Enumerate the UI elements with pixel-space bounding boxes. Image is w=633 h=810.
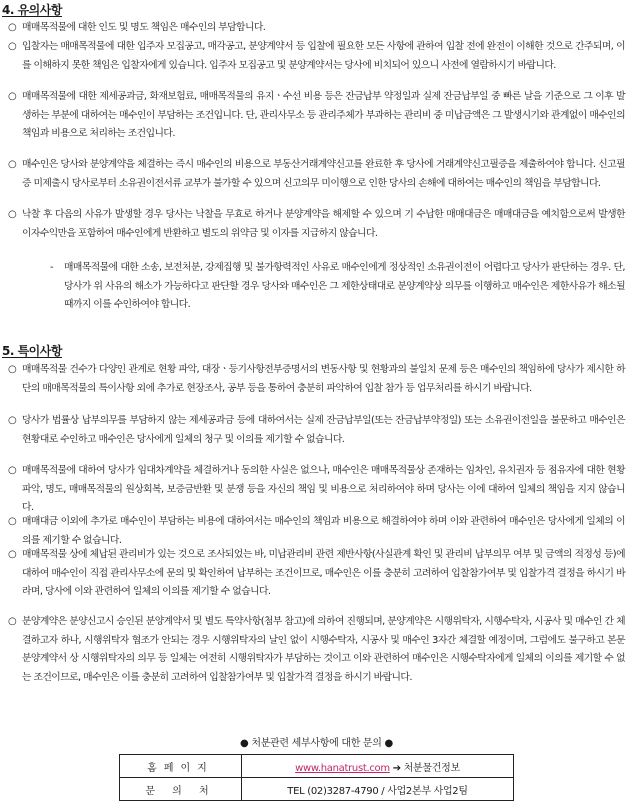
section-4-title: 4. 유의사항 <box>2 3 62 17</box>
contact-table <box>119 754 514 801</box>
bullet-icon: ○ <box>8 41 17 52</box>
section-5-item: ○ 매매목적물 상에 체납된 관리비가 있는 것으로 조사되었는 바, 미납관리비 관련 제반사항(사실관계 확인 및 관리비 납부의무 여부 및 금액의 적정성 등)에 대하여 매수인이 직접 관리사무소에 문의 및 확인하여 납부하는 조건이므로, 매수인은 이를 충분히 고려하여 입찰참가여부 및 입찰가격 결정을 하시기 바라며, 당사에 이와 관련하여 일체의 이의를 제기할 수 없습니다. <box>8 546 625 602</box>
bullet-icon: ○ <box>8 415 17 426</box>
homepage-value <box>242 755 514 778</box>
section-4-item: ○ 입찰자는 매매목적물에 대한 입주자 모집공고, 매각공고, 분양계약서 등 입찰에 필요한 모든 사항에 관하여 입찰 전에 완전이 이해한 것으로 간주되며, 이를 이해하지 못한 책임은 입찰자에게 있습니다. 입주자 모집공고 및 분양계약서는 당사에 비치되어 있으니 사전에 열람하시기 바랍니다. <box>8 38 625 75</box>
inquiry-label: 문 의 처 <box>120 778 242 801</box>
section-4-item: ○ 매매목적물에 대한 인도 및 명도 책임은 매수인의 부담합니다. <box>8 19 625 38</box>
bullet-icon: ○ <box>8 91 17 102</box>
section-5-item: ○ 당사가 법률상 납부의무를 부담하지 않는 제세공과금 등에 대하여서는 실제 잔금납부일(또는 잔금납부약정일) 또는 소유권이전일을 불문하고 매수인은 현황대로 수인하고 매수인은 당사에게 일체의 청구 및 이의를 제기할 수 없습니다. <box>8 412 625 449</box>
bullet-icon: ○ <box>8 209 17 220</box>
table-row <box>120 778 514 801</box>
homepage-label: 홈페이지 <box>120 755 242 778</box>
section-5-item: ○ 매매목적물 건수가 다양인 관계로 현황 파악, 대장ㆍ등기사항전부증명서의 변동사항 및 현황과의 불일치 문제 등은 매수인의 책임하에 당사가 제시한 하단의 매매목적물의 특이사항 외에 추가로 현장조사, 공부 등을 통하여 충분히 파악하여 입찰 참가 등 업무처리를 하시기 바랍니다. <box>8 361 625 398</box>
bullet-icon: ○ <box>8 616 17 627</box>
contact-title: ● 처분관련 세부사항에 대한 문의 ● <box>240 738 393 749</box>
section-4-item: ○ 낙찰 후 다음의 사유가 발생할 경우 당사는 낙찰을 무효로 하거나 분양계약을 해제할 수 있으며 기 수납한 매매대금은 매매대금을 예치함으로써 발생한 이자수익만을 포함하여 매수인에게 반환하고 별도의 위약금 및 이자를 지급하지 않습니다. <box>8 206 625 243</box>
bullet-icon: ○ <box>8 364 17 375</box>
bullet-icon: ○ <box>8 516 17 527</box>
section-5-title: 5. 특이사항 <box>2 344 62 358</box>
bullet-icon: ○ <box>8 22 17 33</box>
homepage-link[interactable]: www.hanatrust.com <box>295 762 390 774</box>
inquiry-value: TEL (02)3287-4790 / 사업2본부 사업2팀 <box>242 778 514 801</box>
section-4-item: ○ 매매목적물에 대한 제세공과금, 화재보험료, 매매목적물의 유지ㆍ수선 비용 등은 잔금납부 약정일과 실제 잔금납부일 중 빠른 날을 기준으로 그 이후 발생하는 부분에 대하여는 매수인이 부담하는 조건입니다. 단, 관리사무소 등 관리주체가 부과하는 관리비 중 미납금액은 그 발생시기와 관계없이 매수인의 책임과 비용으로 처리하는 조건입니다. <box>8 88 625 144</box>
section-5-item: ○ 분양계약은 분양신고시 승인된 분양계약서 및 별도 특약사항(첨부 참고)에 의하여 진행되며, 분양계약은 시행위탁자, 시행수탁자, 시공사 및 매수인 간 체결하고자 하나, 시행위탁자 협조가 안되는 경우 시행위탁자의 날인 없이 시행수탁자, 시공사 및 매수인 3자간 체결할 예정이며, 그럼에도 불구하고 본문 분양계약서 상 시행위탁자의 의무 등 일체는 여전히 시행위탁자가 부담하는 것이고 이와 관련하여 매수인은 시행수탁자에게 일체의 이의를 제기할 수 없는 조건이므로, 매수인은 이를 충분히 고려하여 입찰참가여부 및 입찰가격 결정을 하시기 바랍니다. <box>8 613 625 687</box>
bullet-icon: ○ <box>8 159 17 170</box>
bullet-icon: ○ <box>8 465 17 476</box>
section-4-subitem: - 매매목적물에 대한 소송, 보전처분, 강제집행 및 불가항력적인 사유로 매수인에게 정상적인 소유권이전이 어렵다고 당사가 판단하는 경우. 단, 당사가 위 사유의 해소가 가능하다고 판단할 경우 당사와 매수인은 그 제한상태대로 분양계약상 의무를 이행하고 매수인은 제한사유가 해소될 때까지 이를 수인하여야 합니다. <box>50 259 625 315</box>
section-4-item: ○ 매수인은 당사와 분양계약을 체결하는 즉시 매수인의 비용으로 부동산거래계약신고를 완료한 후 당사에 거래계약신고필증을 제출하여야 합니다. 신고필증 미제출시 당사로부터 소유권이전서류 교부가 불가할 수 있으며 신고의무 미이행으로 인한 당사의 손해에 대하여는 매수인의 책임을 부담합니다. <box>8 156 625 193</box>
table-row <box>120 755 514 778</box>
section-5-item: ○ 매매목적물에 대하여 당사가 임대차계약을 체결하거나 동의한 사실은 없으나, 매수인은 매매목적물상 존재하는 임차인, 유치권자 등 점유자에 대한 현황 파악, 명도, 매매목적물의 원상회복, 보증금반환 및 분쟁 등을 자신의 책임 및 비용으로 처리하여야 하며 당사는 이에 대하여 일체의 책임을 지지 않습니다. <box>8 462 625 518</box>
bullet-icon: ○ <box>8 549 17 560</box>
section-5-item: ○ 매매대금 이외에 추가로 매수인이 부담하는 비용에 대하여서는 매수인의 책임과 비용으로 해결하여야 하며 이와 관련하여 매수인은 당사에게 일체의 이의를 제기할 수 없습니다. <box>8 513 625 550</box>
homepage-suffix: 처분물건정보 <box>403 762 460 774</box>
dash-icon: - <box>50 262 53 273</box>
arrow-right-icon: ➔ <box>392 762 401 774</box>
